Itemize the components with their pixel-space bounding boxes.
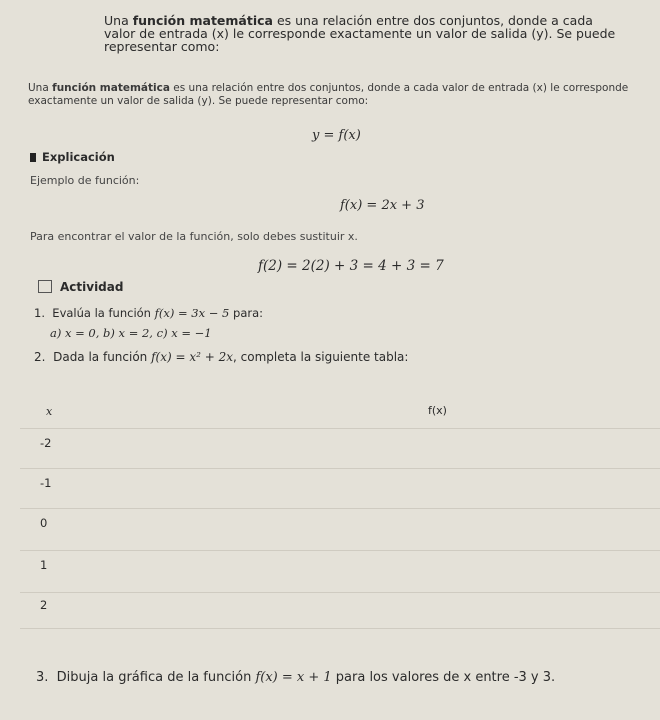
- explanation-heading: Explicación: [30, 150, 115, 164]
- q2-formula: f(x) = x² + 2x: [151, 350, 234, 364]
- table-divider: [20, 468, 660, 469]
- table-divider: [20, 628, 660, 629]
- activity-heading: Actividad: [38, 280, 123, 294]
- table-divider: [20, 550, 660, 551]
- definition-formula: y = f(x): [312, 128, 361, 143]
- definition-bold-term: función matemática: [52, 82, 170, 94]
- table-cell-x: 2: [40, 598, 48, 612]
- table-header-fx: f(x): [428, 404, 447, 417]
- table-cell-x: -1: [40, 476, 52, 490]
- q3-formula: f(x) = x + 1: [255, 670, 332, 685]
- table-divider: [20, 592, 660, 593]
- checkbox-icon: [38, 280, 52, 293]
- intro-paragraph: Una función matemática es una relación entre dos conjuntos, donde a cada valor de entrada (x) le corresponde exactamente un valor de salida (y). Se puede representar como:: [104, 13, 616, 54]
- definition-paragraph: Una función matemática es una relación entre dos conjuntos, donde a cada valor de entrada (x) le corresponde exactamente un valor de salida (y). Se puede representar como:: [28, 82, 629, 107]
- worked-example: f(2) = 2(2) + 3 = 4 + 3 = 7: [258, 258, 444, 274]
- question-2: 2. Dada la función f(x) = x² + 2x, completa la siguiente tabla:: [34, 350, 409, 364]
- table-cell-x: -2: [40, 436, 52, 450]
- question-1: 1. Evalúa la función f(x) = 3x − 5 para:: [34, 306, 264, 320]
- table-header-x: x: [46, 405, 53, 418]
- intro-bold-term: función matemática: [132, 13, 273, 28]
- table-cell-x: 0: [40, 516, 48, 530]
- question-1-options: a) x = 0, b) x = 2, c) x = −1: [50, 326, 212, 340]
- q1-formula: f(x) = 3x − 5: [154, 306, 230, 320]
- table-divider: [20, 428, 660, 429]
- instruction-text: Para encontrar el valor de la función, solo debes sustituir x.: [30, 230, 358, 243]
- question-3: 3. Dibuja la gráfica de la función f(x) = x + 1 para los valores de x entre -3 y 3.: [36, 670, 556, 685]
- example-label: Ejemplo de función:: [30, 174, 140, 187]
- table-divider: [20, 508, 660, 509]
- bullet-square-icon: [30, 153, 36, 162]
- table-cell-x: 1: [40, 558, 48, 572]
- example-formula: f(x) = 2x + 3: [340, 198, 425, 213]
